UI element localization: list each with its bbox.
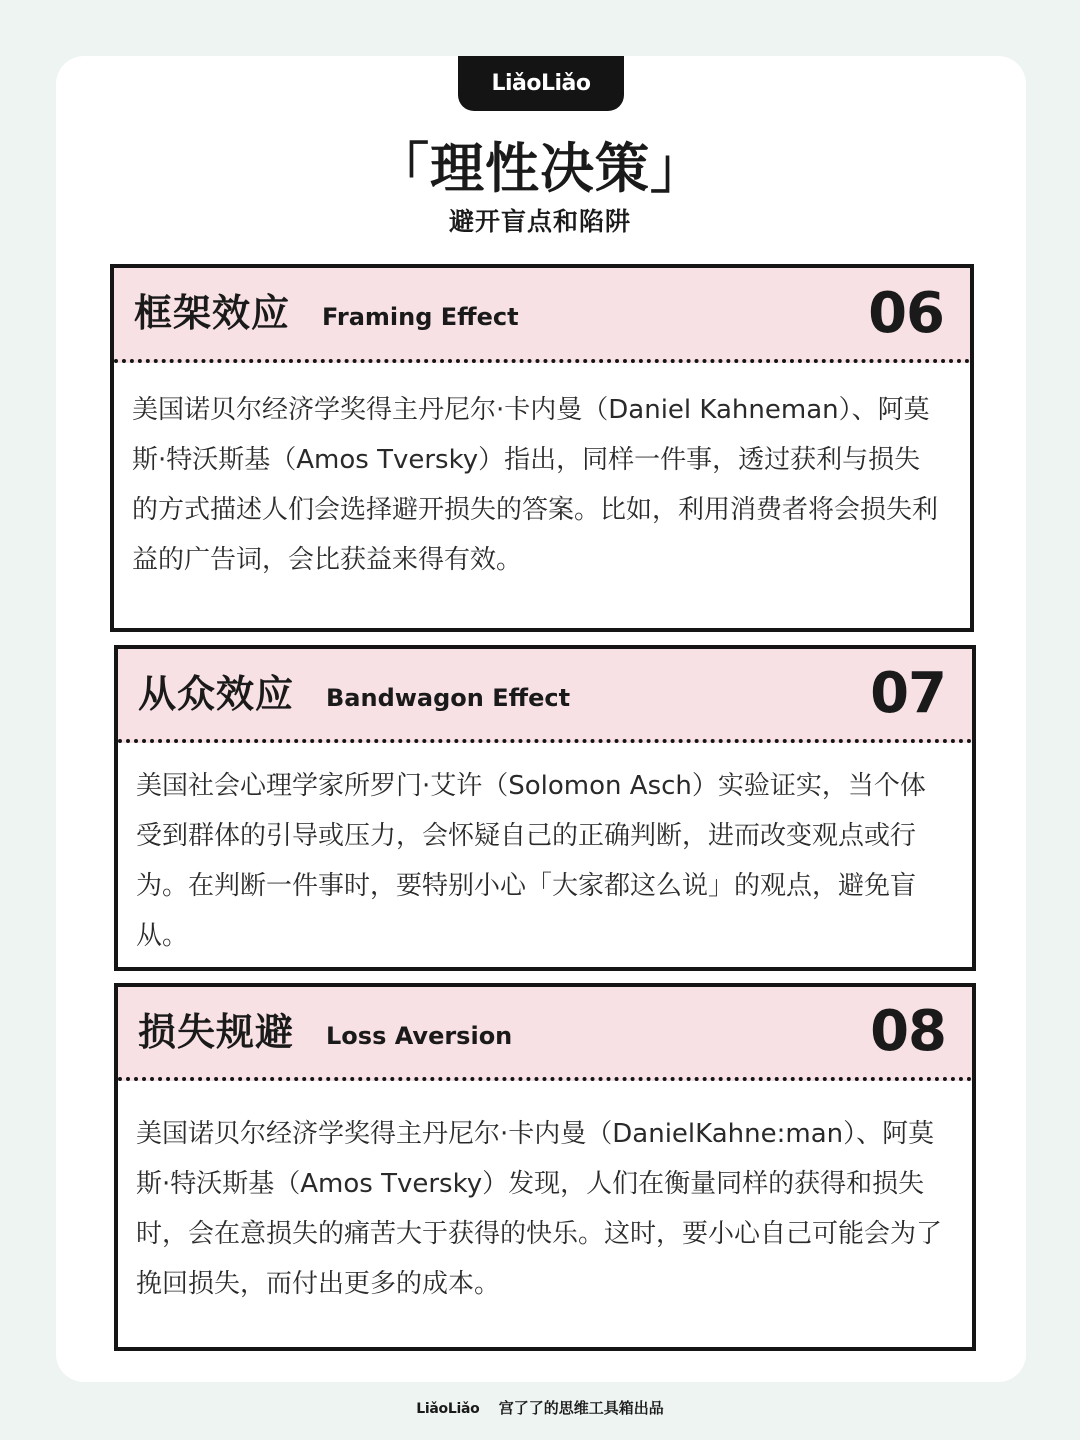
section-title-en: Bandwagon Effect bbox=[326, 684, 571, 712]
section-header bbox=[118, 649, 972, 743]
section-body-text: 美国诺贝尔经济学奖得主丹尼尔·卡内曼（Daniel Kahneman）、阿莫斯·特沃斯基（Amos Tversky）指出，同样一件事，透过获利与损失的方式描述人们会选择避开损失的答案。比如，利用消费者将会损失利益的广告词，会比获益来得有效。 bbox=[132, 395, 939, 575]
section-title-cn: 从众效应 bbox=[138, 672, 295, 716]
footer-logo: LiǎoLiǎo bbox=[416, 1401, 480, 1417]
page-title: 「理性决策」 bbox=[375, 137, 705, 200]
section-number: 08 bbox=[870, 999, 946, 1064]
section-title-en: Loss Aversion bbox=[326, 1022, 513, 1050]
section-number: 07 bbox=[870, 661, 946, 726]
section-title-cn: 框架效应 bbox=[134, 291, 291, 335]
section-number: 06 bbox=[868, 281, 944, 346]
page-subtitle: 避开盲点和陷阱 bbox=[448, 207, 631, 236]
section-title-cn: 损失规避 bbox=[138, 1010, 295, 1054]
footer bbox=[0, 1396, 1080, 1421]
section-body-text: 美国社会心理学家所罗门·艾许（Solomon Asch）实验证实，当个体受到群体的引导或压力，会怀疑自己的正确判断，进而改变观点或行为。在判断一件事时，要特别小心「大家都这么说」的观点，避免盲从。 bbox=[136, 771, 926, 951]
section-bandwagon-effect bbox=[114, 645, 976, 971]
section-framing-effect bbox=[110, 264, 974, 632]
section-body-text: 美国诺贝尔经济学奖得主丹尼尔·卡内曼（DanielKahne:man）、阿莫斯·特沃斯基（Amos Tversky）发现，人们在衡量同样的获得和损失时，会在意损失的痛苦大于获得的快乐。这时，要小心自己可能会为了挽回损失，而付出更多的成本。 bbox=[136, 1119, 943, 1299]
footer-caption: 宫了了的思维工具箱出品 bbox=[498, 1399, 664, 1417]
section-loss-aversion bbox=[114, 983, 976, 1351]
section-title-en: Framing Effect bbox=[322, 303, 519, 331]
brand-logo bbox=[458, 56, 624, 111]
section-header bbox=[114, 268, 970, 363]
section-header bbox=[118, 987, 972, 1081]
brand-logo-text: LiǎoLiǎo bbox=[491, 71, 591, 96]
